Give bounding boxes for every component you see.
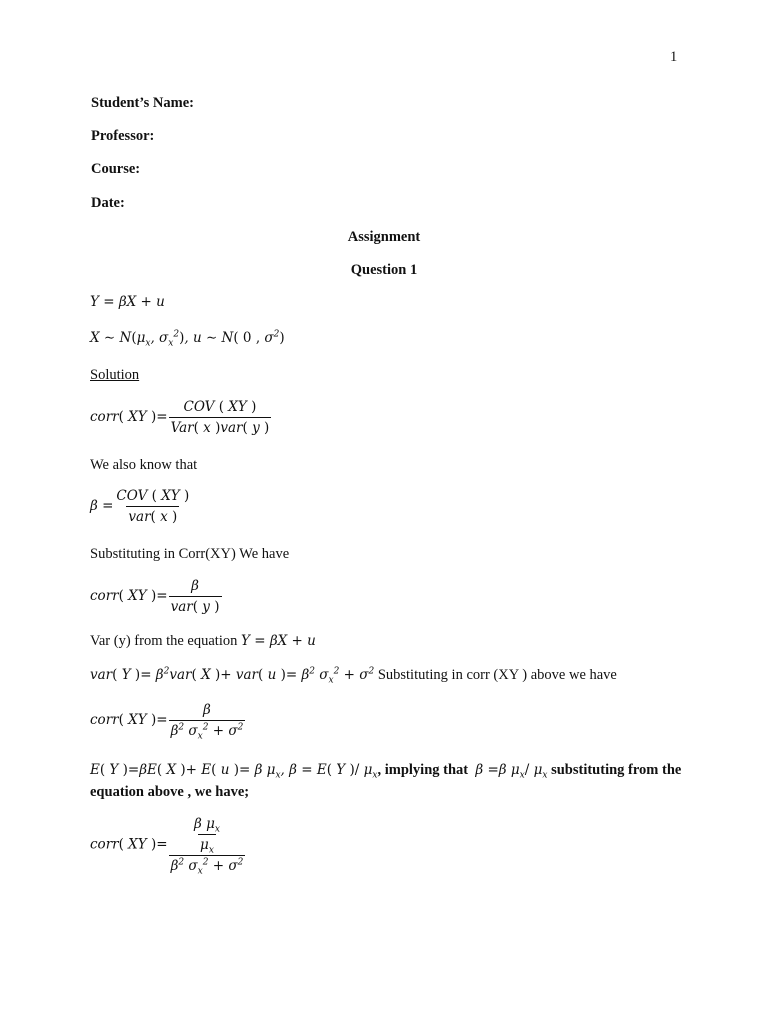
substituting-corr-text: Substituting in corr (XY ) above we have	[377, 667, 617, 683]
implying-text: implying that	[384, 762, 469, 778]
variance-line: var( Y )= $\beta^2var$( X )+ var( u )= $\beta^2$ $\sigma_x^2 + \sigma^2$ Substituting in corr (XY ) above we have	[90, 666, 617, 686]
solution-label: Solution	[90, 367, 140, 383]
date-label: Date:	[91, 195, 125, 211]
student-name-label: Student’s Name:	[91, 95, 194, 111]
assignment-title: Assignment	[347, 229, 421, 245]
page-number: 1	[670, 49, 678, 65]
model-equation: Y = βX + u	[90, 294, 165, 310]
course-label: Course:	[91, 161, 141, 177]
correlation-definition: corr( XY )= $\frac{\text{COV ( XY )}}{\text{Var( x )var( y )}}$	[90, 399, 270, 436]
question-heading: Question 1	[350, 262, 418, 278]
correlation-beta-equation: corr( XY )= $\frac{\beta}{\text{var( y )}}$	[90, 578, 220, 615]
substituting-from-text: substituting from the	[551, 762, 682, 778]
variance-intro-line: Var (y) from the equation Y = βX + u	[90, 633, 316, 649]
substituting-text: Substituting in Corr(XY) We have	[90, 546, 290, 562]
equation-above-text: equation above , we have;	[90, 784, 250, 800]
correlation-variance-equation: corr( XY )= $\frac{\beta}{\beta^2 \sigma_x^2 + \sigma^2}$	[90, 702, 244, 742]
expectation-line: E( Y )=βE( X )+ E( u )= β $\mu_x$, β = E( Y )/ $\mu_x$, implying that β =β $\mu_x/$ $\mu_x$ substituting from the	[90, 762, 682, 781]
beta-definition: β = $\frac{\text{COV ( XY )}}{\text{var( x )}}$	[90, 488, 190, 525]
distribution-equation: X ∼ $N(\mu_x$, $\sigma_x^2$), u ∼ N( 0 , $\sigma^2$)	[90, 329, 285, 349]
also-know-text: We also know that	[90, 457, 198, 473]
final-correlation-equation: corr( XY )= $\frac{\frac{\beta \mu_x}{\mu_x}}{\beta^2 \sigma_x^2 + \sigma^2}$	[90, 816, 244, 877]
variance-intro-text: Var (y) from the equation	[90, 633, 238, 649]
professor-label: Professor:	[91, 128, 155, 144]
